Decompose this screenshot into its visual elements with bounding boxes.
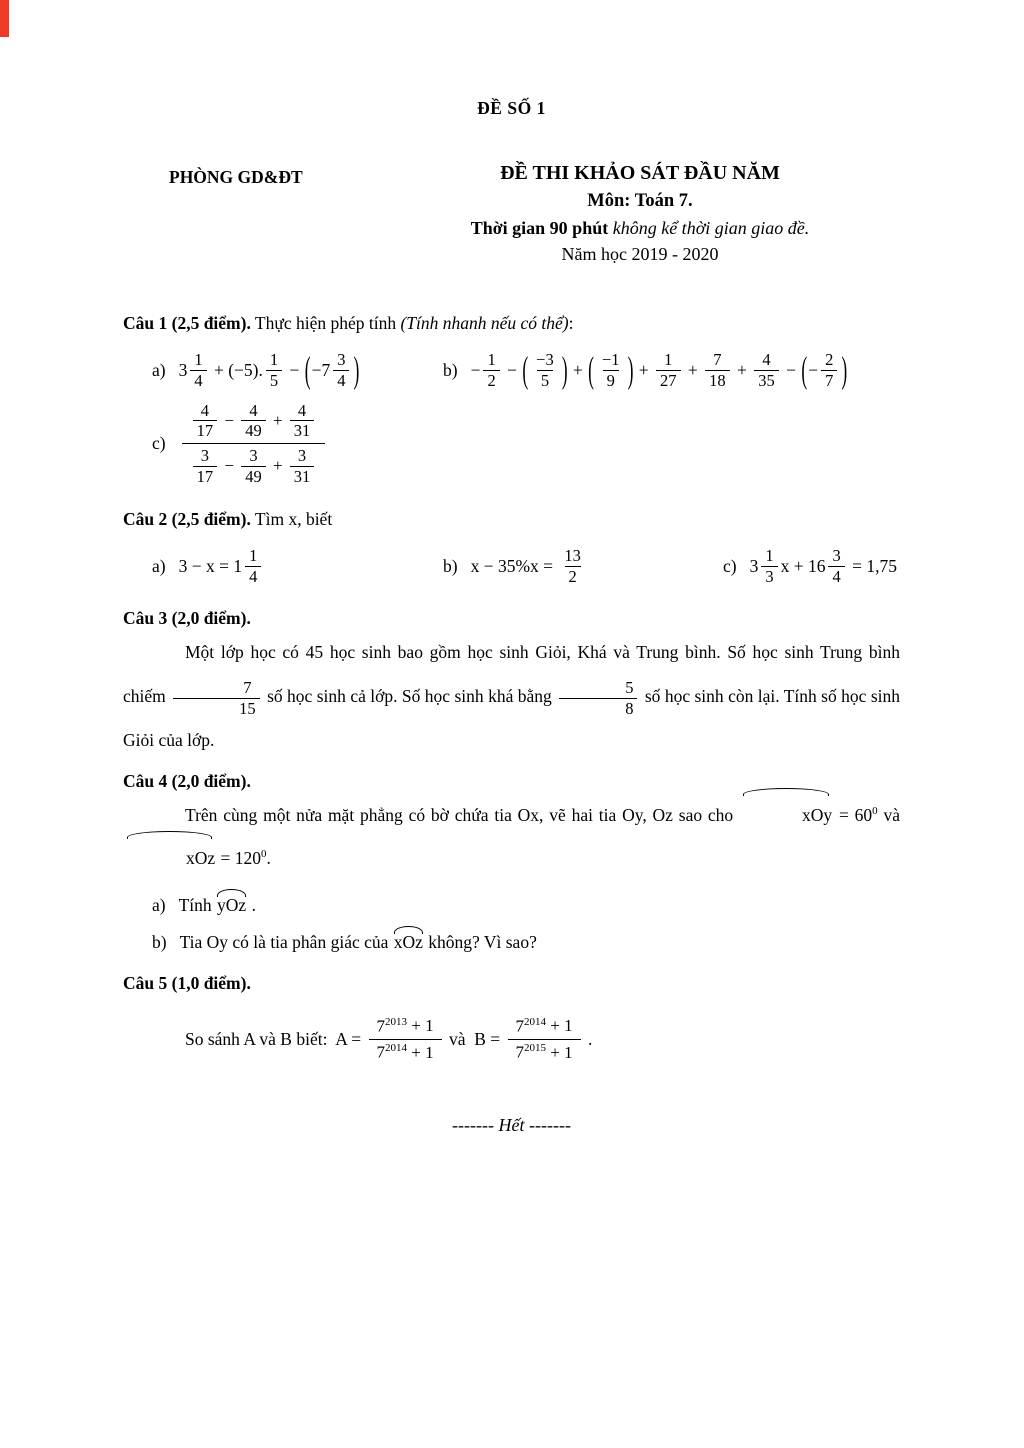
right-paren: ): [353, 348, 360, 391]
numerator: 4: [200, 400, 209, 420]
math-text: 3 − x = 1: [178, 555, 243, 576]
fraction: [182, 399, 326, 489]
question-2-row: [123, 546, 900, 587]
numerator: 4: [297, 400, 307, 420]
numerator: 4: [249, 400, 258, 420]
exam-title: ĐỀ THI KHẢO SÁT ĐẦU NĂM: [500, 162, 780, 184]
left-paren: (: [522, 348, 529, 391]
formula-2b: [471, 546, 588, 587]
page-corner-mark: [0, 0, 9, 37]
numerator: 1: [664, 350, 673, 369]
formula-2c: [750, 546, 897, 587]
denominator: 9: [603, 370, 619, 391]
math-text: −: [781, 359, 801, 380]
base: 7: [376, 1042, 386, 1062]
math-text: −: [470, 359, 481, 380]
denominator: 35: [754, 370, 779, 391]
denominator: 18: [705, 370, 730, 391]
denominator: 4: [245, 566, 261, 587]
fraction: [266, 350, 282, 391]
fraction: [369, 1014, 442, 1065]
numerator: 3: [297, 446, 307, 466]
math-text: + (−5).: [209, 359, 263, 380]
question-3-text: [123, 631, 900, 762]
math-text: −: [220, 456, 239, 476]
math-text: x − 35%x =: [470, 555, 558, 576]
item-label-4a: a): [152, 895, 166, 916]
fraction: [754, 350, 779, 391]
math-text: −7: [311, 359, 331, 380]
math-text: .: [266, 848, 271, 869]
denominator: 4: [828, 566, 844, 587]
numerator: [182, 399, 326, 444]
fraction: [290, 401, 315, 442]
math-text: 3: [178, 359, 188, 380]
paren-group: [521, 350, 568, 391]
math-text: 3: [749, 555, 759, 576]
base: 120: [234, 848, 262, 869]
fraction: [193, 401, 218, 442]
math-text: Trên cùng một nửa mặt phẳng có bờ chứa tia Ox, vẽ hai tia Oy, Oz sao cho: [185, 804, 739, 825]
math-text: số học sinh cả lớp. Số học sinh khá bằng: [262, 686, 557, 707]
exam-duration-main: Thời gian 90 phút: [470, 217, 613, 238]
left-paren: (: [304, 348, 311, 391]
numerator: 1: [194, 350, 203, 369]
denominator: [369, 1039, 442, 1065]
numerator: −3: [536, 350, 554, 369]
item-label-1a: a): [152, 359, 166, 380]
exponent: 2013: [385, 1016, 408, 1029]
question-1-colon: :: [568, 313, 574, 333]
denominator: 8: [559, 698, 637, 719]
question-2a: [123, 546, 443, 587]
base: 7: [515, 1042, 525, 1062]
question-1c: [123, 399, 900, 489]
denominator: 7: [821, 370, 837, 391]
fraction: [532, 350, 558, 391]
left-paren: (: [801, 348, 808, 391]
question-2-heading: [123, 509, 900, 530]
math-text: Tính: [178, 895, 217, 916]
math-text: + 1: [546, 1042, 573, 1062]
math-text: + 1: [407, 1042, 434, 1062]
denominator: 17: [193, 420, 218, 441]
question-4a: [123, 895, 900, 916]
math-text: và B =: [444, 1029, 505, 1050]
math-text: Một lớp học có 45 học sinh bao gồm học sinh Giỏi, Khá và Trung bình. Số học sinh Trung bình chiếm: [123, 642, 900, 707]
angle-notation: yOz: [217, 895, 247, 916]
numerator: 7: [713, 350, 722, 369]
denominator: 49: [241, 420, 266, 441]
paren-group: [304, 350, 361, 391]
power: [235, 848, 267, 868]
numerator: 3: [337, 350, 346, 369]
math-text: Tia Oy có là tia phân giác của: [179, 932, 393, 953]
numerator: 1: [487, 350, 496, 369]
question-1-number: Câu 1 (2,5 điểm).: [123, 313, 251, 333]
question-2-instruction: Tìm x, biết: [250, 508, 333, 529]
formula-1a: [179, 350, 361, 391]
fraction: [821, 350, 837, 391]
fraction: [241, 446, 266, 487]
question-2c: [723, 546, 900, 587]
math-text: + 1: [546, 1016, 573, 1036]
paren-group: [800, 350, 848, 391]
denominator: 2: [483, 370, 499, 391]
doc-title: ĐỀ SỐ 1: [477, 98, 546, 118]
formula-2a: [179, 546, 265, 587]
paren-content: [808, 350, 840, 391]
denominator: [508, 1039, 581, 1065]
question-4b: [123, 932, 900, 953]
power: [855, 805, 878, 825]
power: [377, 1016, 408, 1037]
fraction: [560, 546, 585, 587]
math-text: và: [877, 804, 900, 825]
math-text: So sánh A và B biết: A =: [185, 1029, 366, 1050]
fraction: [705, 350, 730, 391]
base: 7: [376, 1016, 386, 1036]
numerator: 1: [765, 545, 774, 565]
denominator: 2: [565, 566, 581, 587]
math-text: −: [502, 359, 522, 380]
denominator: 49: [241, 466, 266, 487]
denominator: [182, 443, 326, 489]
math-text: .: [583, 1029, 593, 1050]
question-1b: [443, 350, 900, 391]
numerator: 4: [762, 350, 771, 369]
item-label-4b: b): [152, 932, 167, 953]
end-marker: ------- Hết -------: [452, 1115, 571, 1136]
power: [516, 1016, 547, 1037]
fraction: [483, 350, 499, 391]
base: 7: [515, 1016, 525, 1036]
right-paren: ): [841, 348, 848, 391]
paren-content: [312, 350, 353, 391]
question-1-note: (Tính nhanh nếu có thể): [400, 313, 569, 333]
item-label-2b: b): [443, 555, 458, 576]
math-text: .: [247, 895, 256, 916]
denominator: 31: [290, 420, 315, 441]
angle-notation: xOz: [393, 932, 423, 953]
denominator: 4: [190, 370, 206, 391]
question-5-body: [123, 1014, 900, 1065]
exam-header-block: [380, 159, 900, 267]
math-text: −: [808, 359, 819, 380]
fraction: [828, 546, 844, 587]
question-1-heading: [123, 313, 900, 334]
exam-duration-note: không kể thời gian giao đề.: [612, 217, 810, 238]
math-text: + 1: [407, 1016, 434, 1036]
fraction: [290, 446, 315, 487]
numerator: 3: [832, 545, 841, 565]
question-1a: [123, 350, 443, 391]
fraction: [245, 546, 261, 587]
question-1-row-ab: [123, 350, 900, 391]
fraction: [241, 401, 266, 442]
fraction: [333, 350, 349, 391]
formula-1c: [179, 399, 329, 489]
numerator: −1: [602, 350, 620, 369]
question-5-heading: [123, 973, 900, 994]
question-2-number: Câu 2 (2,5 điểm).: [123, 508, 251, 529]
exam-duration: [380, 215, 900, 241]
angle-notation: xOy: [739, 794, 833, 838]
math-text: +: [634, 359, 654, 380]
exponent: 2015: [524, 1042, 547, 1055]
fraction: [656, 350, 681, 391]
question-1-instruction: Thực hiện phép tính: [250, 313, 401, 333]
math-text: =: [216, 848, 235, 869]
denominator: 4: [333, 370, 349, 391]
school-year: Năm học 2019 - 2020: [561, 243, 719, 264]
math-text: +: [568, 359, 588, 380]
question-4-text: [123, 794, 900, 882]
math-text: +: [732, 359, 752, 380]
exponent: 2014: [524, 1016, 547, 1029]
question-4-number: Câu 4 (2,0 điểm).: [123, 770, 251, 791]
math-text: −: [285, 359, 304, 380]
question-3-heading: [123, 608, 900, 629]
power: [516, 1042, 547, 1063]
fraction: [190, 350, 206, 391]
item-label-1c: c): [152, 433, 166, 454]
exponent: 2014: [385, 1042, 408, 1055]
formula-4b: [180, 932, 537, 953]
math-text: không? Vì sao?: [423, 932, 537, 953]
denominator: 27: [656, 370, 681, 391]
paren-group: [587, 350, 634, 391]
numerator: 5: [625, 677, 634, 697]
math-text: +: [268, 456, 287, 476]
denominator: 15: [173, 698, 260, 719]
question-5-number: Câu 5 (1,0 điểm).: [123, 973, 251, 994]
numerator: [508, 1014, 581, 1039]
paren-content: [529, 350, 561, 391]
fraction: [559, 678, 637, 719]
math-text: = 1,75: [847, 555, 897, 576]
math-text: +: [683, 359, 703, 380]
math-text: =: [833, 804, 855, 825]
question-3-number: Câu 3 (2,0 điểm).: [123, 608, 251, 629]
numerator: 1: [249, 545, 258, 565]
fraction: [173, 678, 260, 719]
denominator: 5: [266, 370, 282, 391]
numerator: 1: [269, 350, 279, 369]
base: 60: [854, 804, 873, 825]
math-text: x + 16: [780, 555, 826, 576]
right-paren: ): [561, 348, 568, 391]
right-paren: ): [627, 348, 634, 391]
numerator: 2: [825, 350, 834, 369]
exponent: 0: [261, 848, 267, 861]
question-2b: [443, 546, 723, 587]
denominator: 3: [761, 566, 777, 587]
math-text: số học sinh còn lại. Tính số học sinh Giỏi của lớp.: [123, 686, 901, 750]
math-text: −: [220, 410, 239, 430]
denominator: 5: [537, 370, 553, 391]
angle-notation: xOz: [123, 837, 216, 881]
numerator: 3: [249, 446, 258, 466]
exam-subject: Môn: Toán 7.: [587, 191, 693, 211]
fraction: [761, 546, 777, 587]
fraction: [508, 1014, 581, 1065]
denominator: 31: [290, 466, 315, 487]
item-label-2c: c): [723, 555, 737, 576]
numerator: 7: [243, 677, 252, 697]
numerator: [369, 1014, 442, 1039]
formula-4a: [179, 895, 256, 916]
item-label-2a: a): [152, 555, 166, 576]
formula-1b: [471, 350, 849, 391]
left-paren: (: [588, 348, 594, 391]
item-label-1b: b): [443, 359, 458, 380]
power: [377, 1042, 408, 1063]
paren-content: [595, 350, 627, 391]
numerator: 3: [200, 446, 209, 466]
fraction: [598, 350, 624, 391]
numerator: 13: [564, 545, 581, 565]
denominator: 17: [193, 466, 218, 487]
department-label: PHÒNG GD&ĐT: [169, 167, 303, 187]
math-text: +: [268, 410, 287, 430]
fraction: [193, 446, 218, 487]
exponent: 0: [872, 804, 878, 817]
header-row: [123, 159, 900, 267]
